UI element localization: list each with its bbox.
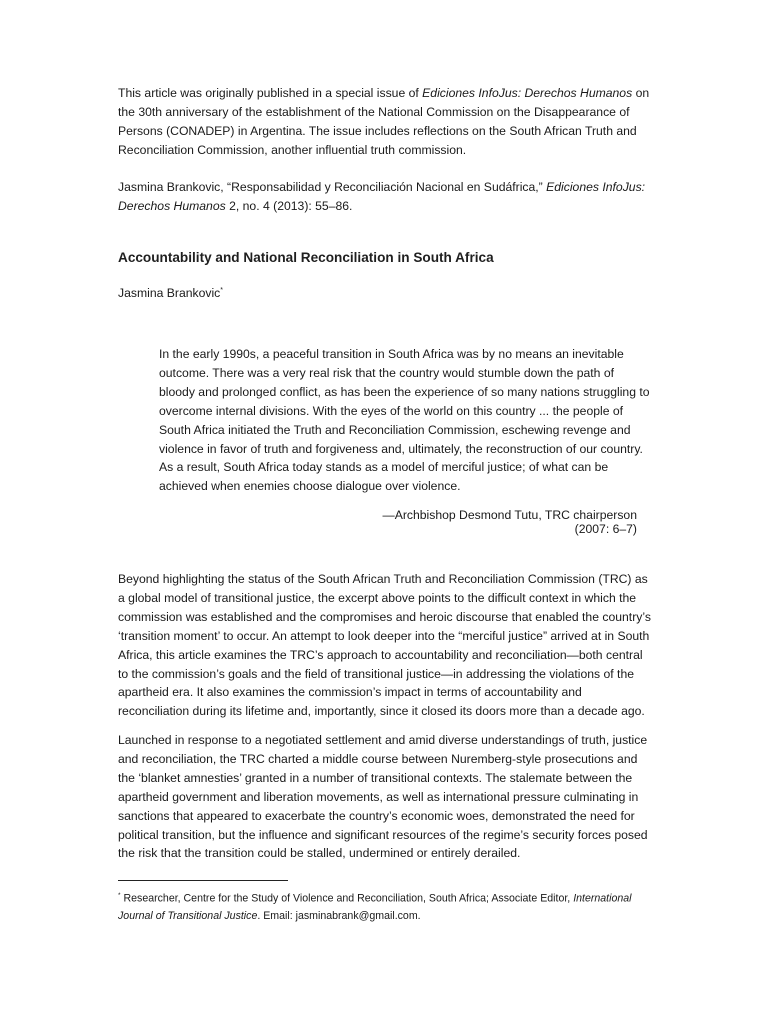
citation-text-a: Jasmina Brankovic, “Responsabilidad y Reconciliación Nacional en Sudáfrica,” bbox=[118, 180, 547, 194]
footnote-journal: International Journal of Transitional Justice bbox=[118, 892, 632, 922]
intro-paragraph bbox=[118, 84, 652, 160]
footnote-mark: * bbox=[118, 892, 121, 899]
intro-text-b: on the 30th anniversary of the establishment of the National Commission on the Disappearance of Persons (CONADEP) in Argentina. The issue includes reflections on the South African Truth and Reconciliation Commission, another influential truth commission. bbox=[118, 86, 650, 157]
article-title: Accountability and National Reconciliation in South Africa bbox=[118, 250, 494, 265]
quote-attribution: —Archbishop Desmond Tutu, TRC chairperson (2007: 6–7) bbox=[382, 508, 637, 536]
intro-journal: Ediciones InfoJus: Derechos Humanos bbox=[422, 86, 633, 100]
epigraph-quote: In the early 1990s, a peaceful transition in South Africa was by no means an inevitable outcome. There was a very real risk that the country would stumble down the path of bloody and prolonged conflict, as has been the experience of so many nations struggling to overcome internal divisions. With the eyes of the world on this country ... the people of South Africa initiated the Truth and Reconciliation Commission, eschewing revenge and violence in favor of truth and forgiveness and, ultimately, the reconstruction of our country. As a result, South Africa today stands as a model of merciful justice; of what can be achieved when enemies choose dialogue over violence. bbox=[159, 347, 650, 494]
author-line bbox=[118, 286, 223, 300]
intro-text-a: This article was originally published in a special issue of bbox=[118, 86, 423, 100]
author-name: Jasmina Brankovic bbox=[118, 286, 221, 300]
footnote-text-b: . Email: jasminabrank@gmail.com. bbox=[257, 909, 421, 922]
citation-journal: Ediciones InfoJus: Derechos Humanos bbox=[118, 180, 646, 213]
body-paragraph-1: Beyond highlighting the status of the South African Truth and Reconciliation Commission (TRC) as a global model of transitional justice, the excerpt above points to the difficult context in which the commission was established and the compromises and heroic discourse that enabled the country’s ‘transition moment’ to occur. An attempt to look deeper into the “merciful justice” arrived at in South Africa, this article examines the TRC’s approach to accountability and reconciliation—both central to the commission’s goals and the field of transitional justice—in addressing the violations of the apartheid era. It also examines the commission’s impact in terms of accountability and reconciliation during its lifetime and, importantly, since it closed its doors more than a decade ago. bbox=[118, 572, 651, 719]
citation-paragraph bbox=[118, 178, 652, 216]
footnote-divider bbox=[118, 880, 288, 881]
footnote-text-a: Researcher, Centre for the Study of Violence and Reconciliation, South Africa; Associate Editor, bbox=[120, 892, 574, 905]
author-footnote-mark: * bbox=[220, 286, 224, 294]
citation-text-b: 2, no. 4 (2013): 55–86. bbox=[225, 198, 353, 213]
body-paragraph-2: Launched in response to a negotiated settlement and amid diverse understandings of truth, justice and reconciliation, the TRC charted a middle course between Nuremberg-style prosecutions and the ‘blanket amnesties’ granted in a number of transitional contexts. The stalemate between the apartheid government and liberation movements, as well as international pressure culminating in sanctions that appeared to exacerbate the country’s economic woes, demonstrated the need for political transition, but the influence and significant resources of the regime’s security forces posed the risk that the transition could be stalled, undermined or entirely derailed. bbox=[118, 733, 648, 861]
footnote bbox=[118, 887, 652, 925]
